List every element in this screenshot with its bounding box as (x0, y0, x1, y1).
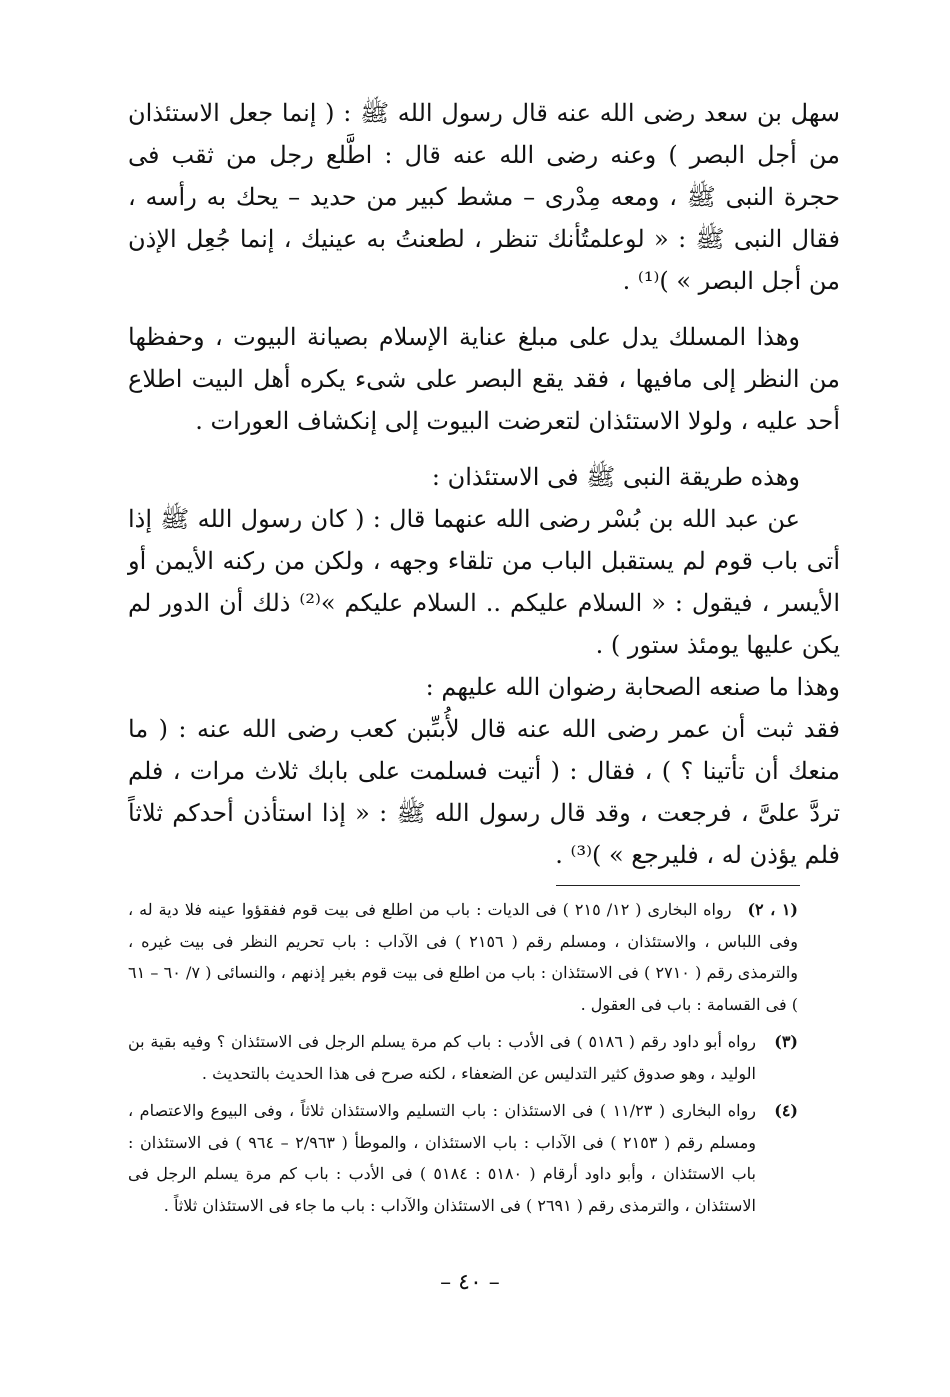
paragraph-heading-prophet-method: وهذه طريقة النبى ﷺ فى الاستئذان : (431, 463, 800, 491)
footnote-number: (٣) (774, 1032, 798, 1051)
paragraph-commentary: وهذا المسلك يدل على مبلغ عناية الإسلام بصيانة البيوت ، وحفظها من النظر إلى مافيها ، فقد يقع البصر على شىء يكره أهل البيت اطلاع أحد عليه ، ولولا الاستئذان لتعرضت البيوت إلى إنكشاف العورات . (128, 323, 840, 435)
footnote-4 (128, 1095, 798, 1221)
footnote-text: رواه البخارى ( ١٢/ ٢١٥ ) فى الديات : باب من اطلع فى بيت قوم ففقؤوا عينه فلا دية له ، وفى اللباس ، والاستئذان ، ومسلم رقم ( ٢١٥٦ ) فى الآداب : باب تحريم النظر فى بيت غيره ، والترمذى رقم ( ٢٧١٠ ) فى الاستئذان : باب من اطلع فى بيت قوم بغير إذنهم ، والنسائى ( ٧/ ٦٠ – ٦١ ) فى القسامة : باب فى العقول . (128, 900, 799, 1014)
paragraph-hadith-sahl: سهل بن سعد رضى الله عنه قال رسول الله ﷺ : ( إنما جعل الاستئذان من أجل البصر ) وعنه رضى الله عنه قال : اطَّلع رجل من ثقب فى حجرة النبى ﷺ ، ومعه مِدْرى – مشط كبير من حديد – يحك به رأسه ، فقال النبى ﷺ : « لوعلمتُأنك تنظر ، لطعنتُ به عينيك ، إنما جُعِل الإذن من أجل البصر » )⁽¹⁾ . (128, 99, 840, 295)
footnote-1-2 (128, 894, 798, 1020)
footnote-number: (١ ، ٢) (747, 900, 798, 919)
paragraph-heading-companions: وهذا ما صنعه الصحابة رضوان الله عليهم : (425, 673, 840, 701)
paragraph-hadith-umar: فقد ثبت أن عمر رضى الله عنه قال لأُبىِّبن كعب رضى الله عنه : ( ما منعك أن تأتينا ؟ ) ، فقال : ( أتيت فسلمت على بابك ثلاث مرات ، فلم تردَّ علىَّ ، فرجعت ، وقد قال رسول الله ﷺ : « إذا استأذن أحدكم ثلاثاً فلم يؤذن له ، فليرجع » )⁽³⁾ . (128, 715, 840, 869)
page-number: – ٤٠ – (440, 1270, 500, 1295)
footnote-text: رواه أبو داود رقم ( ٥١٨٦ ) فى الأدب : باب كم مرة يسلم الرجل فى الاستئذان ؟ وفيه بقية بن الوليد ، وهو صدوق كثير التدليس عن الضعفاء ، لكنه صرح فى هذا الحديث بالتحديث . (128, 1032, 756, 1083)
paragraph-hadith-abdullah: عن عبد الله بن بُسْر رضى الله عنهما قال : ( كان رسول الله ﷺ إذا أتى باب قوم لم يستقبل الباب من تلقاء وجهه ، ولكن من ركنه الأيمن أو الأيسر ، فيقول : « السلام عليكم .. السلام عليكم »⁽²⁾ ذلك أن الدور لم يكن عليها يومئذ ستور ) . (128, 505, 840, 659)
footnote-number: (٤) (774, 1101, 798, 1120)
footnote-body (128, 894, 798, 1020)
footnote-divider (556, 885, 800, 886)
footnote-3 (128, 1026, 798, 1089)
footnote-text: رواه البخارى ( ١١/٢٣ ) فى الاستئذان : باب التسليم والاستئذان ثلاثاً ، وفى البيوع والاعتصام ، ومسلم رقم ( ٢١٥٣ ) فى الآداب : باب الاستئذان ، والموطأ ( ٢/٩٦٣ – ٩٦٤ ) فى الاستئذان : باب الاستئذان ، وأبو داود أرقام ( ٥١٨٠ : ٥١٨٤ ) فى الأدب : باب كم مرة يسلم الرجل فى الاستئذان ، والترمذى رقم ( ٢٦٩١ ) فى الاستئذان والآداب : باب ما جاء فى الاستئذان ثلاثاً . (128, 1101, 757, 1215)
footnotes-block (128, 894, 798, 1227)
main-text-block (128, 92, 840, 876)
